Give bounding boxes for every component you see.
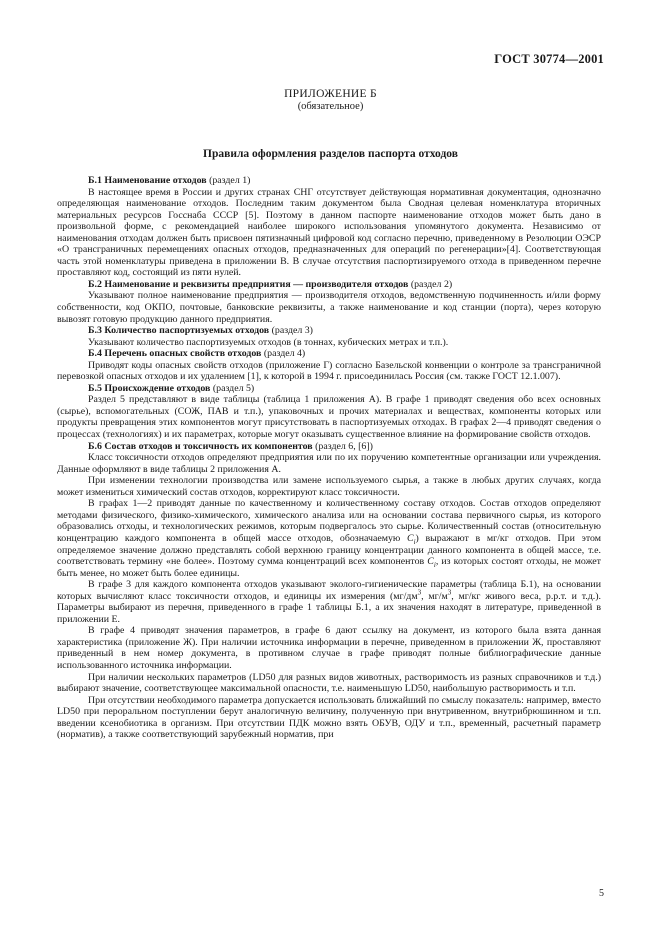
heading-b4 (57, 348, 601, 360)
symbol-c: C (406, 532, 414, 544)
standard-header: ГОСТ 30774—2001 (494, 52, 604, 66)
document-body (57, 175, 601, 741)
heading-b3-label: Б.3 Количество паспортизуемых отходов (88, 325, 270, 337)
text-run: , мг/кг живого веса, р.р.т. и т.д.). Параметры выбирают из перечня, приведенного в графе 1 таблицы Б.1, а их значения находят в литературе, приведенной в приложении Е. (57, 590, 601, 625)
superscript: 3 (417, 588, 422, 597)
paragraph-b6-5: В графе 4 приводят значения параметров, в графе 6 дают ссылку на документ, из которого была взята данная характеристика (приложение Ж). При наличии источника информации в перечне, приведенном в приложении Ж, проставляют приведенный в нем номер документа, в противном случае в графе приводят полные библиографические данные использованного источника информации. (57, 625, 601, 671)
heading-b4-label: Б.4 Перечень опасных свойств отходов (88, 348, 262, 360)
paragraph-b4: Приводят коды опасных свойств отходов (приложение Г) согласно Базельской конвенции о контроле за трансграничной перевозкой опасных отходов и их удалением [1], к которой в 1994 г. присоединилась Россия (см. также ГОСТ 12.1.007). (57, 359, 601, 383)
heading-b3 (57, 325, 601, 337)
appendix-subtitle: (обязательное) (297, 101, 364, 112)
heading-b6-ref: (раздел 6, [6]) (312, 440, 373, 452)
appendix-title: ПРИЛОЖЕНИЕ Б (284, 88, 377, 100)
paragraph-b6-6: При наличии нескольких параметров (LD50 для разных видов животных, растворимость из разных справочников и т.д.) выбирают значение, соответствующее максимальной опасности, т.е. наименьшую LD50, наибольшую растворимость и т.п. (57, 671, 601, 695)
heading-b3-ref: (раздел 3) (269, 325, 313, 337)
heading-b5-label: Б.5 Происхождение отходов (88, 382, 211, 394)
heading-b2 (57, 279, 601, 291)
text-run: ) выражают в мг/кг отходов. При этом определяемое значение должно представлять собой верхнюю границу концентрации данного компонента в общей массе, т.е. соответствовать термину «не более». Поэтому сумма концентраций всех компонентов (57, 532, 602, 568)
text-run: В графах 1—2 приводят данные по качественному и количественному составу отходов. Состав отходов определяют методами физического, физико-химического, химического анализа или на основании состава первичного сырья, из которого образовались отходы, и технологических режимов, которым подвергалось это сырье. Количественный состав (относительную концентрацию каждого компонента в общей массе отходов, обозначаемую (57, 498, 601, 544)
symbol-c: C (427, 556, 434, 568)
heading-b6 (57, 441, 601, 453)
heading-b1-label: Б.1 Наименование отходов (88, 175, 207, 186)
symbol-i: i (413, 537, 416, 546)
paragraph-b3: Указывают количество паспортизуемых отходов (в тоннах, кубических метрах и т.п.). (88, 336, 449, 348)
heading-b6-label: Б.6 Состав отходов и токсичность их компонентов (88, 440, 313, 452)
paragraph-b5: Раздел 5 представляют в виде таблицы (таблица 1 приложения А). В графе 1 приводят сведения обо всех основных (сырье), вспомогательных (СОЖ, ПАВ и т.п.), упаковочных и прочих материалах и веществах, компоненты которых или продукты превращения этих компонентов могут присутствовать в паспортизуемых отходах. В графах 2—4 приводят сведения о процессах (технологиях) и их параметрах, которые могут оказывать существенное влияние на формирование свойств отходов. (57, 394, 601, 441)
heading-b5-ref: (раздел 5) (210, 382, 255, 394)
text-run: В графе 3 для каждого компонента отходов указывают эколого-гигиенические параметры (таблица Б.1), на основании которых вычисляют класс токсичности отходов, и единицы их измерения (мг/дм (57, 579, 601, 602)
heading-b4-ref: (раздел 4) (261, 348, 306, 360)
paragraph-b6-7: При отсутствии необходимого параметра допускается использовать ближайший по смыслу показатель: например, вместо LD50 при пероральном поступлении берут аналогичную величину, полученную при внутривенном, внутрибрюшинном и т.п. введении ксенобиотика в организм. При отсутствии ПДК можно взять ОБУВ, ОДУ и т.п., временный, расчетный параметр (норматив), а также соответствующий зарубежный норматив, при (57, 694, 601, 741)
heading-b2-label: Б.2 Наименование и реквизиты предприятия — производителя отходов (88, 278, 409, 290)
section-title: Правила оформления разделов паспорта отходов (203, 148, 458, 160)
heading-b5 (57, 383, 601, 395)
page-number: 5 (599, 888, 604, 899)
paragraph-b1: В настоящее время в России и других странах СНГ отсутствует действующая нормативная документация, однозначно определяющая наименование отходов. Последним таким документом была Сводная целевая номенклатура вторичных материальных ресурсов Госснаба СССР [5]. Поэтому в данном паспорте наименование отходов может быть дано в произвольной форме, с рекомендацией наиболее широкого использования упомянутого документа. Независимо от наименования отходам должен быть присвоен пятизначный цифровой код согласно перечню, приведенному в Резолюции ОЭСР «О трансграничных перемещениях опасных отходов, предназначенных для операций по регенерации»[4]. Соответствующая часть этой номенклатуры приведена в приложении В. В случае отсутствия паспортизируемого отхода в приведенном перечне проставляют код, состоящий из пяти нулей. (57, 186, 601, 279)
paragraph-b6-1: Класс токсичности отходов определяют предприятия или по их поручению компетентные организации или учреждения. Данные оформляют в виде таблицы 2 приложения А. (57, 452, 601, 475)
heading-b2-ref: (раздел 2) (408, 278, 453, 290)
text-run: , мг/м (421, 590, 448, 602)
paragraph-b6-3 (57, 498, 601, 579)
paragraph-b6-4 (57, 579, 601, 625)
symbol-i: i (433, 561, 436, 570)
heading-b1 (57, 175, 601, 187)
paragraph-b2: Указывают полное наименование предприятия — производителя отходов, ведомственную подчиненность и/или форму собственности, код ОКПО, почтовые, банковские реквизиты, а также наименование и код станции (порта), через которую вывозят готовую продукцию данного предприятия. (57, 290, 601, 325)
text-run: , из которых состоят отходы, не может быть менее, но может быть более единицы. (57, 556, 601, 579)
heading-b1-ref: (раздел 1) (206, 175, 251, 186)
superscript: 3 (447, 588, 452, 597)
paragraph-b6-2: При изменении технологии производства или замене используемого сырья, а также в любых других случаях, когда может измениться химический состав отходов, корректируют класс токсичности. (57, 475, 601, 498)
